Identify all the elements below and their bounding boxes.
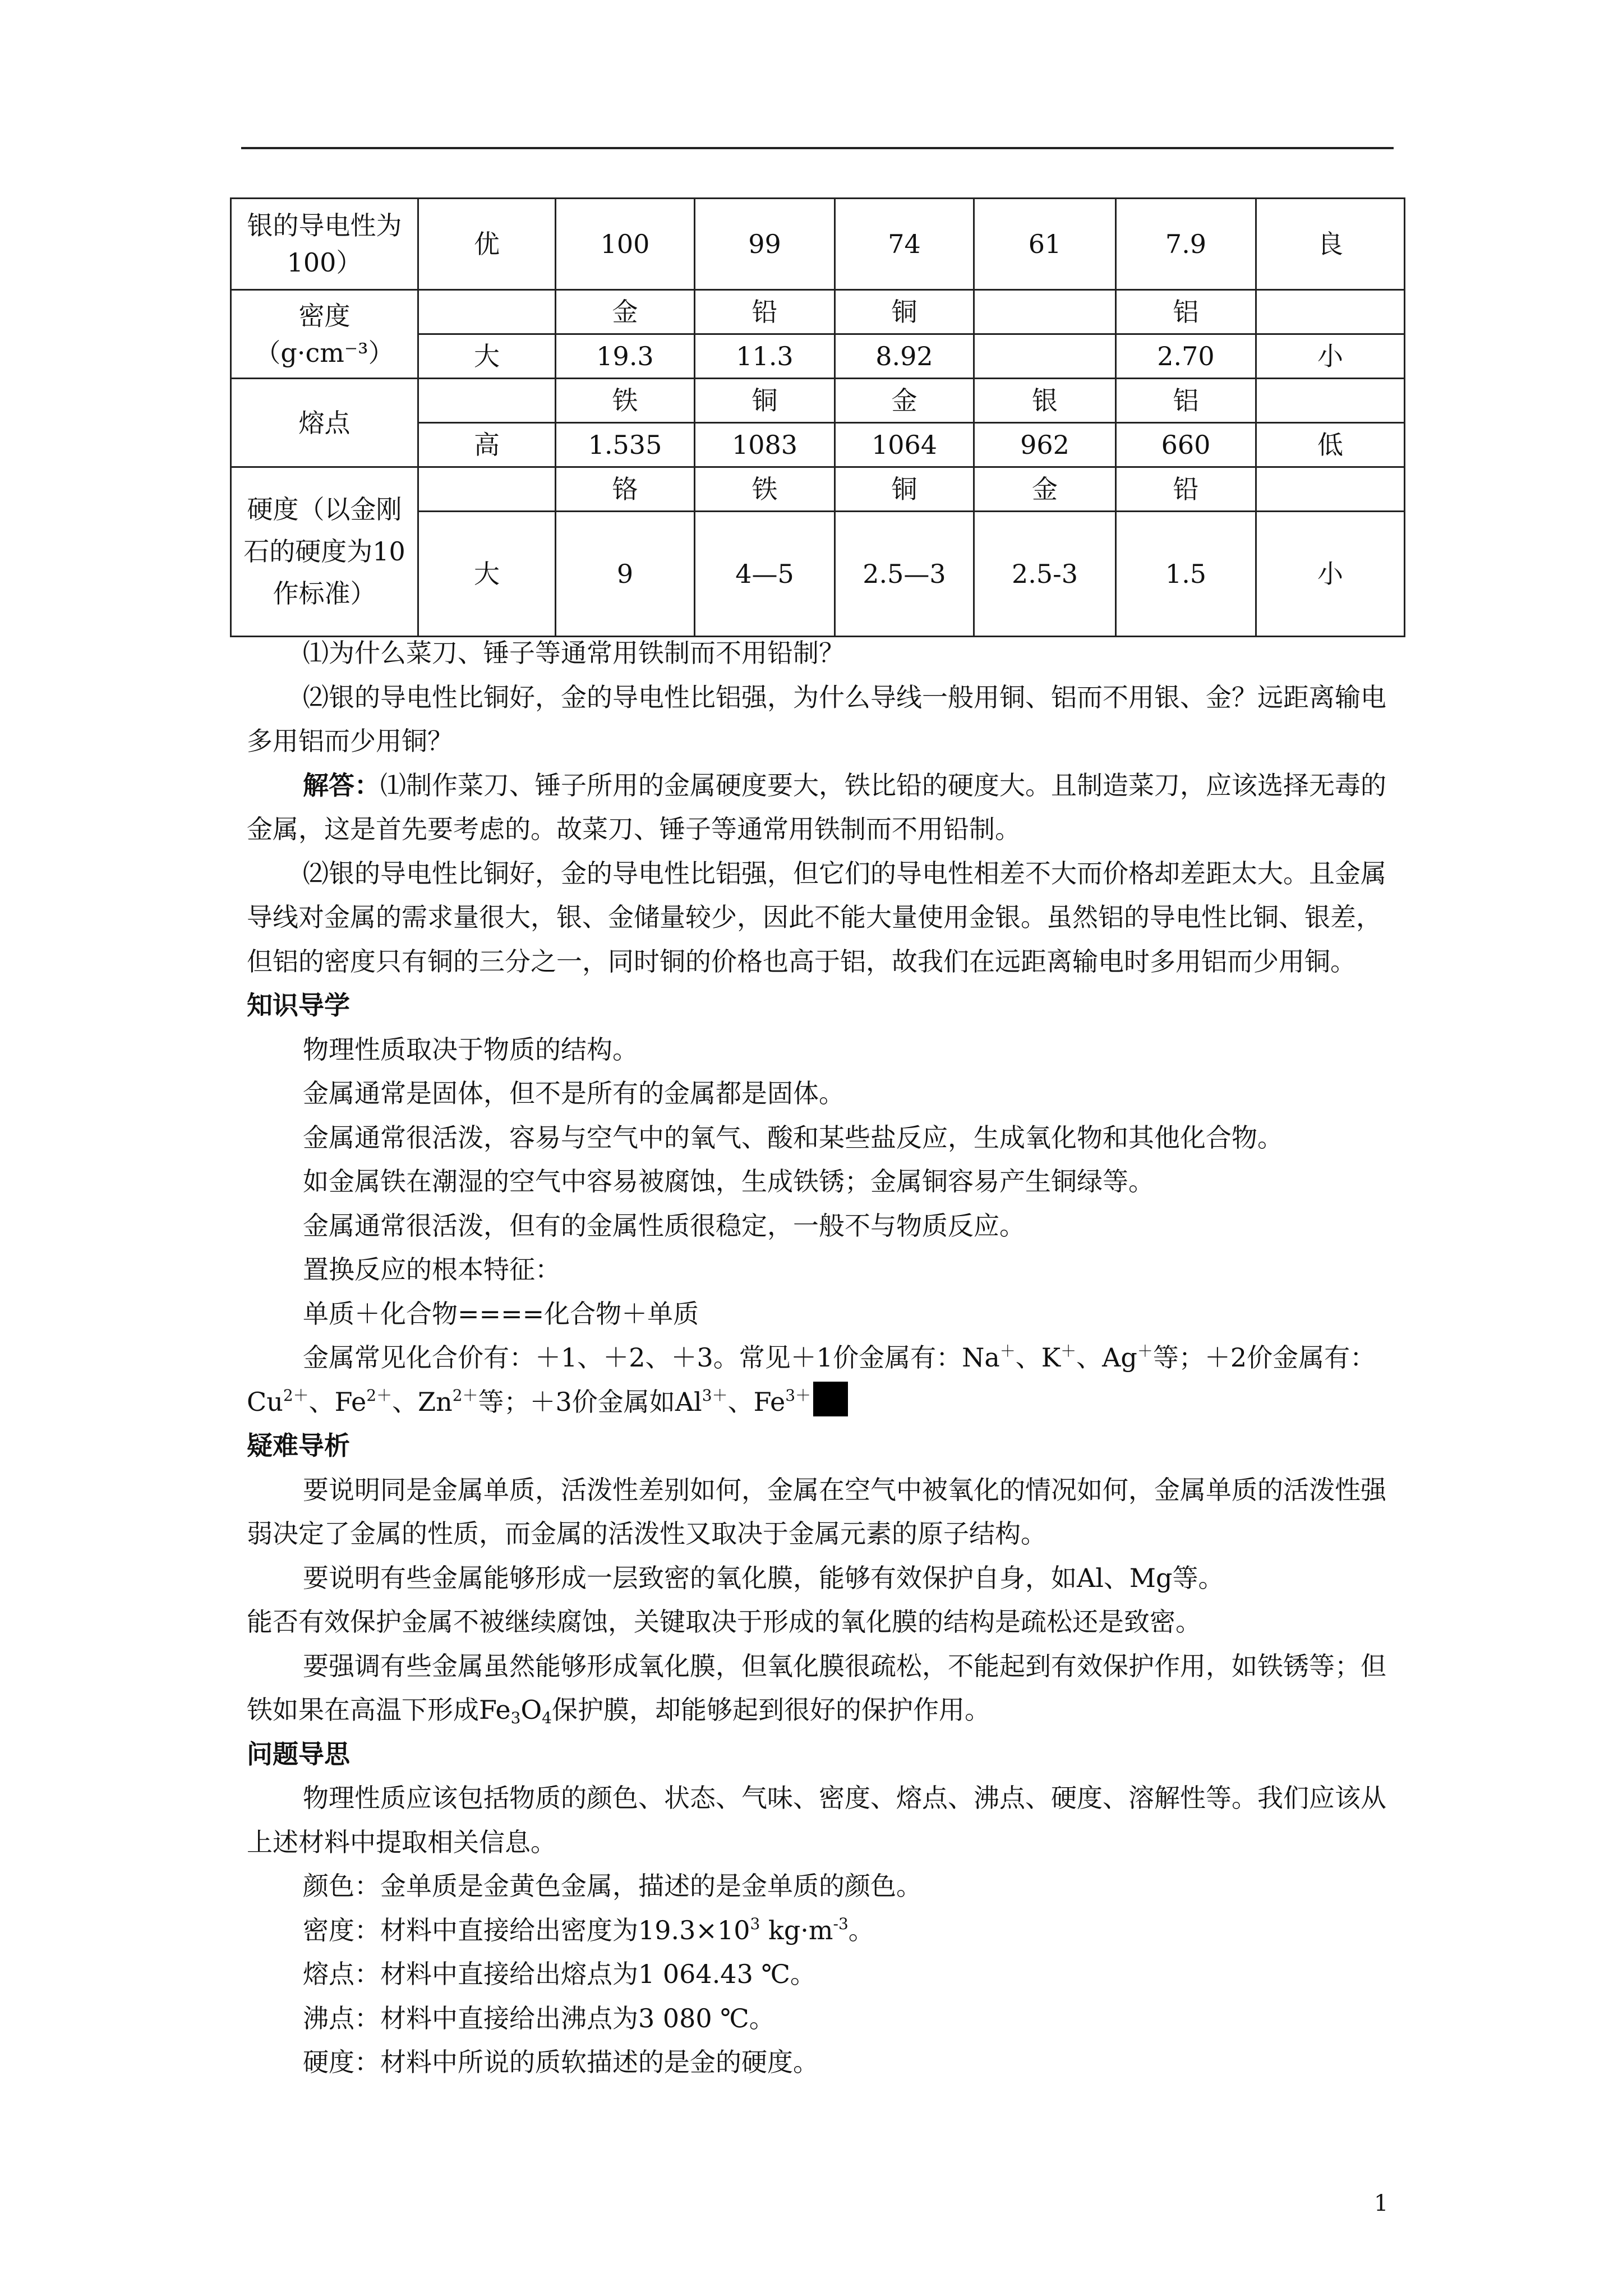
cell: 2.5-3 [974, 512, 1116, 637]
metal-properties-table [230, 197, 1405, 637]
paragraph: 硬度：材料中所说的质软描述的是金的硬度。 [303, 2047, 819, 2077]
cell: 铬 [556, 467, 695, 512]
ion: Zn [418, 1386, 453, 1417]
paragraph: 金属通常很活泼，但有的金属性质很稳定，一般不与物质反应。 [303, 1210, 1025, 1241]
redaction-block [813, 1382, 848, 1416]
paragraph: 置换反应的根本特征： [303, 1254, 561, 1285]
valence-text: 金属常见化合价有：＋1、＋2、＋3。常见＋1价金属有： [303, 1342, 962, 1373]
knowledge-heading: 知识导学 [247, 990, 350, 1020]
cell: 优 [418, 199, 556, 290]
paragraph: 如金属铁在潮湿的空气中容易被腐蚀，生成铁锈；金属铜容易产生铜绿等。 [303, 1166, 1154, 1197]
paragraph: 沸点：材料中直接给出沸点为3 080 ℃。 [303, 2003, 775, 2033]
cell [418, 467, 556, 512]
question-1: ⑴为什么菜刀、锤子等通常用铁制而不用铅制？ [303, 638, 845, 668]
ion: Al [675, 1386, 702, 1417]
cell: 61 [974, 199, 1116, 290]
cell: 74 [835, 199, 974, 290]
paragraph: 颜色：金单质是金黄色金属，描述的是金单质的颜色。 [303, 1871, 922, 1901]
paragraph-text: 保护膜，却能够起到很好的保护作用。 [552, 1695, 990, 1725]
cell: 9 [556, 512, 695, 637]
cell: 低 [1256, 423, 1405, 467]
answer-1-text: ⑴制作菜刀、锤子所用的金属硬度要大，铁比铅的硬度大。且制造菜刀，应该选择无毒的金属，这是首先要考虑的。故菜刀、锤子等通常用铁制而不用铅制。 [247, 770, 1386, 844]
answer-label: 解答： [303, 770, 380, 800]
thinking-heading: 问题导思 [247, 1738, 350, 1769]
cell: 小 [1256, 512, 1405, 637]
cell: 铜 [835, 290, 974, 334]
paragraph: 金属通常是固体，但不是所有的金属都是固体。 [303, 1078, 845, 1108]
cell [1256, 379, 1405, 423]
cell [418, 379, 556, 423]
valence-paragraph: 金属常见化合价有：＋1、＋2、＋3。常见＋1价金属有：Na＋、K＋、Ag＋等；＋2价金属有：$Cu^{2+}$、$Fe^{2+}$、$Zn^{2+}$等；＋3价金属如$Al^{3+}$、$Fe^{3+}$ [247, 1342, 1376, 1417]
paragraph: 物理性质取决于物质的结构。 [303, 1034, 638, 1065]
cell: 小 [1256, 334, 1405, 379]
paragraph: 能否有效保护金属不被继续腐蚀，关键取决于形成的氧化膜的结构是疏松还是致密。 [247, 1607, 1201, 1637]
cell: 1064 [835, 423, 974, 467]
cell: 铁 [695, 467, 835, 512]
cell: 4—5 [695, 512, 835, 637]
cell: 铝 [1116, 379, 1256, 423]
cell: 大 [418, 334, 556, 379]
paragraph: 物理性质应该包括物质的颜色、状态、气味、密度、熔点、沸点、硬度、溶解性等。我们应该从上述材料中提取相关信息。 [247, 1783, 1386, 1857]
question-2: ⑵银的导电性比铜好，金的导电性比铝强，为什么导线一般用铜、铝而不用银、金？远距离输电多用铝而少用铜？ [247, 682, 1386, 756]
paragraph: 熔点：材料中直接给出熔点为1 064.43 ℃。 [303, 1959, 816, 1989]
valence-text: 等；＋2价金属有： [1152, 1342, 1376, 1373]
valence-text: 等；＋3价金属如 [478, 1386, 675, 1417]
difficulty-heading: 疑难导析 [247, 1430, 350, 1461]
cell [1256, 467, 1405, 512]
cell [1256, 290, 1405, 334]
paragraph: 金属通常很活泼，容易与空气中的氧气、酸和某些盐反应，生成氧化物和其他化合物。 [303, 1122, 1283, 1153]
conductivity-row [231, 199, 1405, 290]
cell: 2.5—3 [835, 512, 974, 637]
ion: Fe [334, 1386, 367, 1417]
cell: 铜 [695, 379, 835, 423]
cell: 金 [835, 379, 974, 423]
paragraph: 要说明同是金属单质，活泼性差别如何，金属在空气中被氧化的情况如何，金属单质的活泼性强弱决定了金属的性质，而金属的活泼性又取决于金属元素的原子结构。 [247, 1474, 1386, 1549]
equation: 单质＋化合物====化合物＋单质 [303, 1298, 699, 1329]
cell: 100 [556, 199, 695, 290]
cell: 铅 [1116, 467, 1256, 512]
cell: 7.9 [1116, 199, 1256, 290]
cell: 99 [695, 199, 835, 290]
paragraph-text: 。 [848, 1915, 874, 1945]
cell: 铝 [1116, 290, 1256, 334]
cell: 962 [974, 423, 1116, 467]
hardness-metals-row [231, 467, 1405, 512]
cell: 1.535 [556, 423, 695, 467]
cell: 8.92 [835, 334, 974, 379]
cell: 铜 [835, 467, 974, 512]
density-line: 密度：材料中直接给出密度为$19.3\times 10^3$ $kg\cdot m^{-3}$。 [303, 1914, 874, 1945]
cell: 1083 [695, 423, 835, 467]
cell: 良 [1256, 199, 1405, 290]
cell: 1.5 [1116, 512, 1256, 637]
cell: 金 [974, 467, 1116, 512]
paragraph-text: kg·m [760, 1915, 833, 1945]
cell: 银 [974, 379, 1116, 423]
cell: 高 [418, 423, 556, 467]
document-body [247, 631, 1399, 2085]
cell: 19.3 [556, 334, 695, 379]
header-rule [241, 147, 1394, 149]
page-number: 1 [1374, 2191, 1389, 2216]
ion: K [1041, 1342, 1061, 1373]
density-label: 密度（g·cm⁻³） [231, 290, 418, 379]
hardness-label: 硬度（以金刚石的硬度为10作标准） [231, 467, 418, 637]
conductivity-label: 银的导电性为100） [231, 199, 418, 290]
ion: Fe [753, 1386, 786, 1417]
paragraph: 要强调有些金属虽然能够形成氧化膜，但氧化膜很疏松，不能起到有效保护作用，如铁锈等；但铁如果在高温下形成$Fe_3O_4$保护膜，却能够起到很好的保护作用。 [247, 1650, 1386, 1727]
cell [974, 290, 1116, 334]
cell: 2.70 [1116, 334, 1256, 379]
paragraph-text: 要强调有些金属虽然能够形成氧化膜，但氧化膜很疏松，不能起到有效保护作用，如铁锈等；但铁如果在高温下形成 [247, 1650, 1386, 1725]
cell: 大 [418, 512, 556, 637]
cell: 铁 [556, 379, 695, 423]
paragraph: 要说明有些金属能够形成一层致密的氧化膜，能够有效保护自身，如Al、Mg等。 [303, 1562, 1224, 1593]
paragraph-text: 密度：材料中直接给出密度为19.3×10 [303, 1915, 750, 1945]
ion: Cu [247, 1386, 283, 1417]
cell: 铅 [695, 290, 835, 334]
melting-label: 熔点 [231, 379, 418, 467]
ion: Na [962, 1342, 1000, 1373]
cell: 金 [556, 290, 695, 334]
cell [974, 334, 1116, 379]
cell: 660 [1116, 423, 1256, 467]
answer-2: ⑵银的导电性比铜好，金的导电性比铝强，但它们的导电性相差不大而价格却差距太大。且金属导线对金属的需求量很大，银、金储量较少，因此不能大量使用金银。虽然铝的导电性比铜、银差，但铝的密度只有铜的三分之一，同时铜的价格也高于铝，故我们在远距离输电时多用铝而少用铜。 [247, 858, 1386, 977]
cell [418, 290, 556, 334]
cell: 11.3 [695, 334, 835, 379]
answer-1 [247, 763, 1399, 852]
density-metals-row [231, 290, 1405, 334]
melting-metals-row [231, 379, 1405, 423]
ion: Ag [1102, 1342, 1137, 1373]
